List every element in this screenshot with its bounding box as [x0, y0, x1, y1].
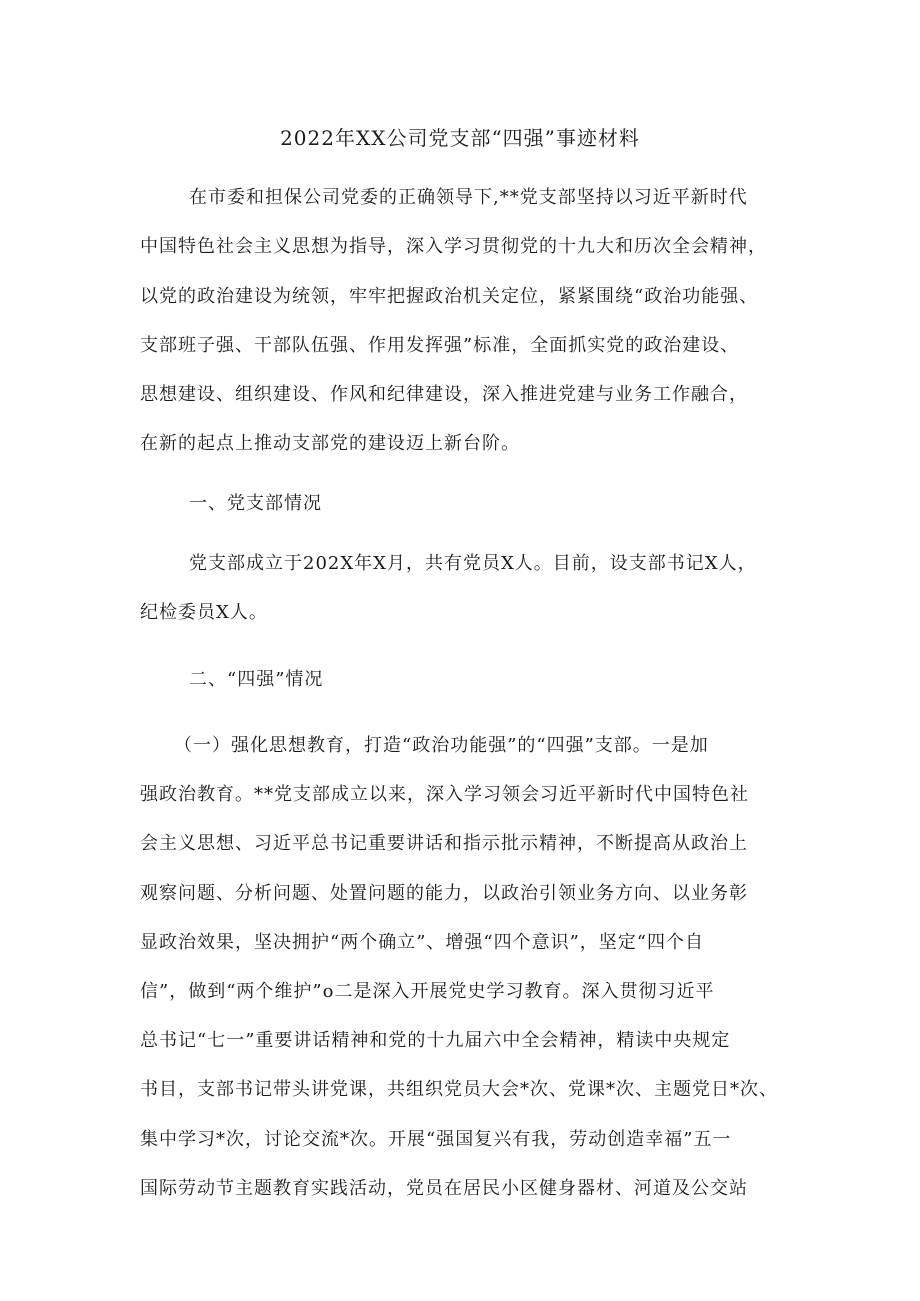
section-1-line-2: 纪检委员X人。 [140, 602, 268, 623]
section-2-line-9: 集中学习*次，讨论交流*次。开展“强国复兴有我，劳动创造幸福”五一 [140, 1129, 732, 1150]
section-1-line-1: 党支部成立于202X年X月，共有党员X人。目前，设支部书记X人， [189, 553, 757, 574]
section-2-line-6: 信”，做到“两个维护”o二是深入开展党史学习教育。深入贯彻习近平 [140, 981, 715, 1002]
section-2-line-7: 总书记“七一”重要讲话精神和党的十九届六中全会精神，精读中央规定 [140, 1030, 731, 1051]
section-2-line-1: （一）强化思想教育，打造“政治功能强”的“四强”支部。一是加 [174, 735, 709, 756]
document-title: 2022年XX公司党支部“四强”事迹材料 [280, 126, 640, 150]
intro-line-1: 在市委和担保公司党委的正确领导下,**党支部坚持以习近平新时代 [189, 187, 748, 208]
section-2-heading: 二、“四强”情况 [189, 669, 324, 690]
section-2-line-10: 国际劳动节主题教育实践活动，党员在居民小区健身器材、河道及公交站 [140, 1178, 748, 1199]
intro-line-3: 以党的政治建设为统领，牢牢把握政治机关定位，紧紧围绕“政治功能强、 [140, 286, 759, 307]
section-2-line-2: 强政治教育。**党支部成立以来，深入学习领会习近平新时代中国特色社 [140, 784, 749, 805]
intro-line-5: 思想建设、组织建设、作风和纪律建设，深入推进党建与业务工作融合， [140, 384, 748, 405]
section-2-line-4: 观察问题、分析问题、处置问题的能力，以政治引领业务方向、以业务彰 [140, 883, 748, 904]
section-1-heading: 一、党支部情况 [189, 493, 322, 514]
section-2-line-8: 书目，支部书记带头讲党课，共组织党员大会*次、党课*次、主题党日*次、 [140, 1079, 778, 1100]
section-2-line-3: 会主义思想、习近平总书记重要讲话和指示批示精神，不断提高从政治上 [140, 833, 748, 854]
intro-line-2: 中国特色社会主义思想为指导，深入学习贯彻党的十九大和历次全会精神， [140, 236, 767, 257]
intro-line-4: 支部班子强、干部队伍强、作用发挥强”标准，全面抓实党的政治建设、 [140, 335, 740, 356]
intro-line-6: 在新的起点上推动支部党的建设迈上新台阶。 [140, 433, 520, 454]
section-2-line-5: 显政治效果，坚决拥护“两个确立”、增强“四个意识”，坚定“四个自 [140, 932, 705, 953]
